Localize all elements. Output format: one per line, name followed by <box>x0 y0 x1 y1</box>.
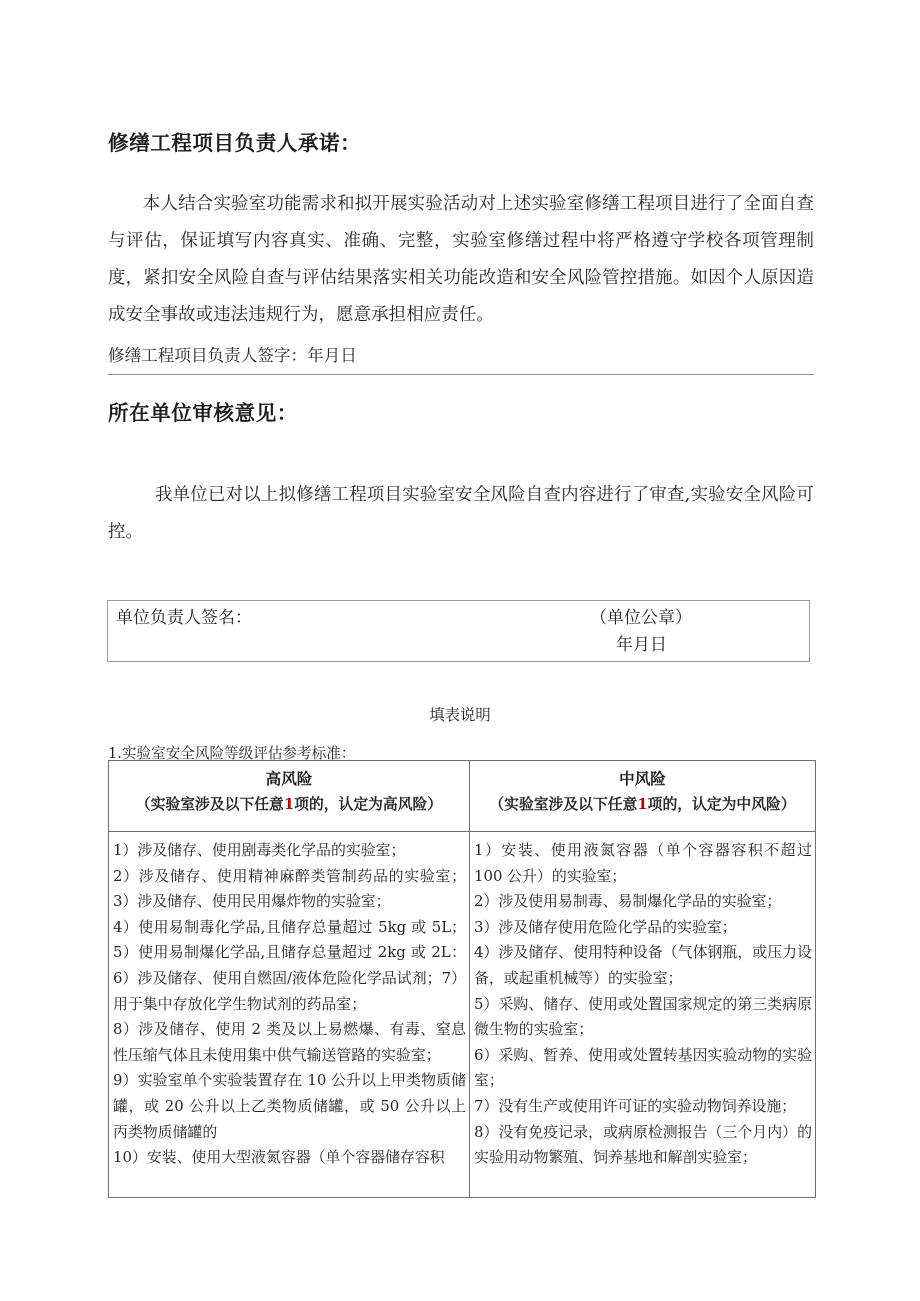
risk-item: 3）涉及储存使用危险化学品的实验室； <box>474 917 737 936</box>
high-risk-count-highlight: 1 <box>283 796 295 813</box>
risk-item: 2）涉及储存、使用精神麻醉类管制药品的实验室；3）涉及储存、使用民用爆炸物的实验室； <box>113 866 466 911</box>
risk-level-reference-table <box>108 760 816 1198</box>
unit-review-body-paragraph: 我单位已对以上拟修缮工程项目实验室安全风险自查内容进行了审查,实验安全风险可控。 <box>108 485 814 542</box>
table-body-row <box>109 832 816 1198</box>
high-risk-subtitle-before: （实验室涉及以下任意 <box>135 796 284 813</box>
risk-item: 5）采购、储存、使用或处置国家规定的第三类病原微生物的实验室； <box>474 994 812 1039</box>
risk-item: 8）没有免疫记录，或病原检测报告（三个月内）的实验用动物繁殖、饲养基地和解剖实验室； <box>474 1122 812 1167</box>
risk-item: 4）使用易制毒化学品,且储存总量超过 5kg 或 5L；5）使用易制爆化学品,且储存总量超过 2kg 或 2L：6）涉及储存、使用自燃固/液体危险化学品试剂；7）用于集中存放化学生物试剂的药品室； <box>113 917 466 1013</box>
mid-risk-subtitle-before: （实验室涉及以下任意 <box>489 796 638 813</box>
project-leader-signature-line: 修缮工程项目负责人签字：年月日 <box>108 343 814 375</box>
mid-risk-count-highlight: 1 <box>637 796 648 813</box>
mid-risk-item-list <box>470 832 815 1197</box>
risk-item: 1）安装、使用液氮容器（单个容器容积不超过 100 公升）的实验室； <box>474 841 812 885</box>
mid-risk-subtitle <box>476 792 809 817</box>
official-seal-label: （单位公章） <box>590 608 692 628</box>
instructions-title: 填表说明 <box>429 706 491 724</box>
unit-review-heading: 所在单位审核意见： <box>108 400 298 425</box>
risk-item: 6）采购、暂养、使用或处置转基因实验动物的实验室； <box>474 1045 812 1090</box>
unit-leader-signature-label: 单位负责人签名： <box>116 608 252 628</box>
high-risk-items-cell <box>109 832 470 1198</box>
risk-item: 2）涉及使用易制毒、易制爆化学品的实验室； <box>474 892 782 911</box>
risk-item: 8）涉及储存、使用 2 类及以上易燃爆、有毒、窒息性压缩气体且未使用集中供气输送管路的实验室； <box>113 1020 466 1064</box>
promise-body-paragraph: 本人结合实验室功能需求和拟开展实验活动对上述实验室修缮工程项目进行了全面自查与评估，保证填写内容真实、准确、完整，实验室修缮过程中将严格遵守学校各项管理制度，紧扣安全风险自查与评估结果落实相关功能改造和安全风险管控措施。如因个人原因造成安全事故或违法违规行为，愿意承担相应责任。 <box>108 194 814 325</box>
risk-item: 7）没有生产或使用许可证的实验动物饲养设施； <box>474 1096 797 1115</box>
risk-item: 1）涉及储存、使用剧毒类化学品的实验室； <box>113 841 406 859</box>
mid-risk-title: 中风险 <box>619 770 666 788</box>
high-risk-item-list <box>109 832 469 1197</box>
seal-date-label: 年月日 <box>616 635 667 655</box>
risk-item: 4）涉及储存、使用特种设备（气体钢瓶，或压力设备，或起重机械等）的实验室； <box>474 943 812 987</box>
table-header-high-risk <box>109 761 470 832</box>
high-risk-subtitle <box>115 792 463 817</box>
promise-heading: 修缮工程项目负责人承诺： <box>108 130 362 155</box>
risk-item: 10）安装、使用大型液氮容器（单个容器储存容积 <box>113 1148 445 1167</box>
unit-signature-seal-box <box>107 600 810 662</box>
high-risk-subtitle-after: 项的，认定为高风险） <box>294 796 443 813</box>
risk-item: 9）实验室单个实验装置存在 10 公升以上甲类物质储罐，或 20 公升以上乙类物质储罐，或 50 公升以上丙类物质储罐的 <box>113 1071 466 1141</box>
standards-reference-label: 1.实验室安全风险等级评估参考标准： <box>108 745 356 762</box>
table-header-mid-risk <box>470 761 816 832</box>
table-header-row <box>109 761 816 832</box>
mid-risk-items-cell <box>470 832 816 1198</box>
mid-risk-subtitle-after: 项的，认定为中风险） <box>647 796 796 813</box>
high-risk-title: 高风险 <box>265 770 313 788</box>
